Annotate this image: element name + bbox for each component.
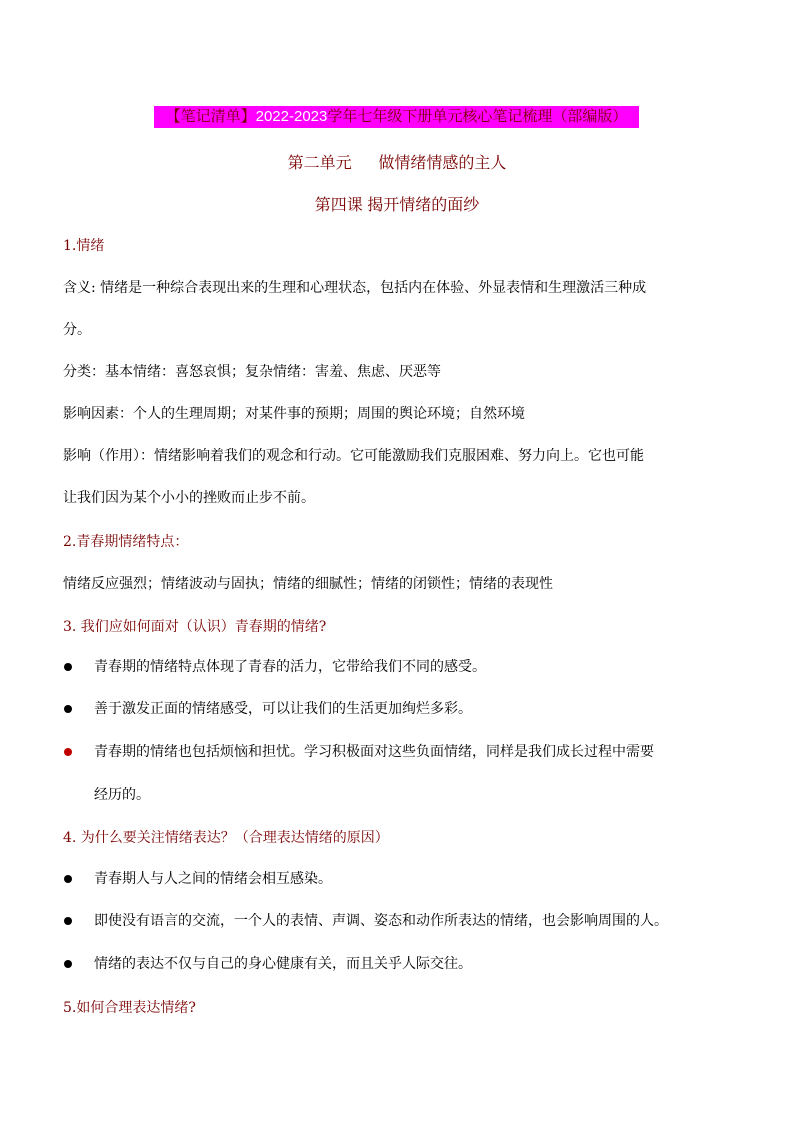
bullet-dot-icon bbox=[64, 705, 72, 713]
section4-heading: 4. 为什么要关注情绪表达？（合理表达情绪的原因） bbox=[63, 830, 389, 846]
section3-heading: 3. 我们应如何面对（认识）青春期的情绪? bbox=[63, 619, 327, 635]
bullet-dot-icon bbox=[64, 917, 72, 925]
lesson-title: 第四课 揭开情绪的面纱 bbox=[314, 197, 480, 214]
bullet-dot-icon bbox=[64, 663, 72, 671]
section4-bullet-1: 青春期人与人之间的情绪会相互感染。 bbox=[94, 871, 332, 887]
definition-line1: 含义: 情绪是一种综合表现出来的生理和心理状态，包括内在体验、外显表情和生理激活三种成 bbox=[63, 280, 647, 296]
section4-bullet-2: 即使没有语言的交流，一个人的表情、声调、姿态和动作所表达的情绪，也会影响周围的人。 bbox=[94, 913, 668, 929]
section2-heading: 2.青春期情绪特点： bbox=[63, 534, 189, 550]
effect-line1: 影响（作用）：情绪影响着我们的观念和行动。它可能激励我们克服困难、努力向上。它也可能 bbox=[63, 448, 644, 464]
section3-bullet-3-continuation: 经历的。 bbox=[94, 787, 150, 803]
section3-bullet-2: 善于激发正面的情绪感受，可以让我们的生活更加绚烂多彩。 bbox=[94, 701, 472, 717]
section5-heading: 5.如何合理表达情绪? bbox=[63, 1000, 196, 1016]
title-bracket-label: 【笔记清单】 bbox=[165, 108, 256, 125]
title-rest: 学年七年级下册单元核心笔记梳理（部编版） bbox=[327, 108, 628, 125]
effect-line2: 让我们因为某个小小的挫败而止步不前。 bbox=[63, 490, 315, 506]
document-title-banner bbox=[154, 106, 639, 128]
title-year: 2022-2023 bbox=[255, 108, 328, 125]
section4-bullet-3: 情绪的表达不仅与自己的身心健康有关，而且关乎人际交往。 bbox=[94, 956, 472, 972]
section1-heading: 1.情绪 bbox=[63, 238, 105, 254]
section2-content: 情绪反应强烈；情绪波动与固执；情绪的细腻性；情绪的闭锁性；情绪的表现性 bbox=[63, 576, 553, 592]
unit-title: 第二单元 做情绪情感的主人 bbox=[287, 155, 507, 172]
bullet-dot-icon bbox=[64, 960, 72, 968]
classification-line: 分类：基本情绪：喜怒哀惧；复杂情绪：害羞、焦虑、厌恶等 bbox=[63, 364, 441, 380]
factors-line: 影响因素：个人的生理周期；对某件事的预期；周围的舆论环境；自然环境 bbox=[63, 406, 525, 422]
definition-line2: 分。 bbox=[63, 322, 91, 338]
bullet-dot-icon bbox=[64, 875, 72, 883]
section3-bullet-3: 青春期的情绪也包括烦恼和担忧。学习积极面对这些负面情绪，同样是我们成长过程中需要 bbox=[94, 744, 654, 760]
bullet-dot-icon bbox=[64, 748, 72, 756]
section3-bullet-1: 青春期的情绪特点体现了青春的活力，它带给我们不同的感受。 bbox=[94, 659, 486, 675]
